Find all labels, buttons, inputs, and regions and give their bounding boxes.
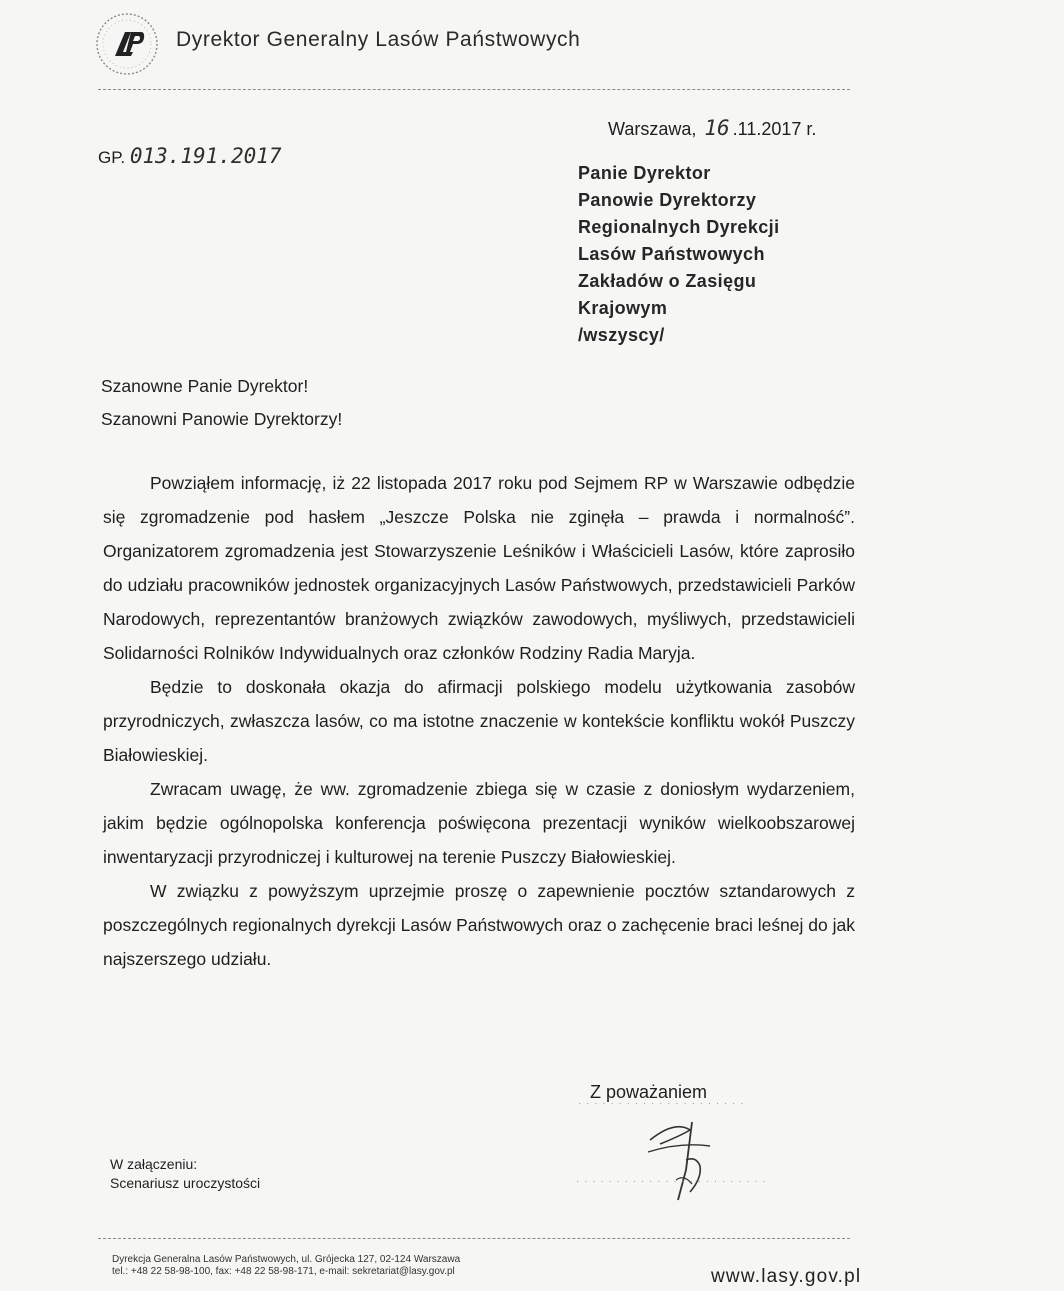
body-paragraph: Zwracam uwagę, że ww. zgromadzenie zbiega się w czasie z doniosłym wydarzeniem, jakim będzie ogólnopolska konferencja poświęcona prezentacji wyników wielkoobszarowej inwentaryzacji przyrodniczej i kulturowej na terenie Puszczy Białowieskiej.: [103, 779, 855, 867]
stamp-faded: · · · · · · · · · · · · · · · · · · · · ·: [578, 1098, 745, 1109]
letter-body: [103, 466, 855, 976]
salutation: [101, 370, 342, 436]
recipient-line: /wszyscy/: [578, 325, 665, 345]
recipient-block: [578, 160, 779, 349]
body-paragraph: Powziąłem informację, iż 22 listopada 2017 roku pod Sejmem RP w Warszawie odbędzie się zgromadzenie pod hasłem „Jeszcze Polska nie zginęła – prawda i normalność”. Organizatorem zgromadzenia jest Stowarzyszenie Leśników i Właścicieli Lasów, które zaprosiło do udziału pracowników jednostek organizacyjnych Lasów Państwowych, przedstawicieli Parków Narodowych, reprezentantów branżowych związków zawodowych, myśliwych, przedstawicieli Solidarności Rolników Indywidualnych oraz członków Rodziny Radia Maryja.: [103, 473, 855, 663]
recipient-line: Krajowym: [578, 298, 668, 318]
footer-address: [112, 1254, 460, 1278]
reference-handwritten: 013.191.2017: [129, 144, 282, 168]
header-divider: [98, 89, 850, 90]
date-day: 16: [704, 116, 730, 140]
lp-emblem-icon: [95, 12, 159, 76]
reference-number: [98, 144, 282, 168]
place-date: [608, 116, 816, 140]
website: www.lasy.gov.pl: [711, 1266, 862, 1287]
recipient-line: Panowie Dyrektorzy: [578, 190, 757, 210]
body-paragraph: W związku z powyższym uprzejmie proszę o zapewnienie pocztów sztandarowych z poszczególnych regionalnych dyrekcji Lasów Państwowych oraz o zachęcenie braci leśnej do jak najszerszego udziału.: [103, 881, 855, 969]
attachment-note: [110, 1155, 260, 1193]
date-rest: .11.2017 r.: [732, 119, 817, 139]
organization-name: Dyrektor Generalny Lasów Państwowych: [176, 28, 581, 51]
recipient-line: Panie Dyrektor: [578, 163, 711, 183]
recipient-line: Lasów Państwowych: [578, 244, 765, 264]
place: Warszawa,: [608, 119, 697, 139]
body-paragraph: Będzie to doskonała okazja do afirmacji polskiego modelu użytkowania zasobów przyrodniczych, zwłaszcza lasów, co ma istotne znaczenie w kontekście konfliktu wokół Puszczy Białowieskiej.: [103, 677, 855, 765]
attachment-item: Scenariusz uroczystości: [110, 1175, 261, 1191]
stamp-faded: · · · · · · · · · · · · · · · · · · · · · · · ·: [576, 1176, 767, 1187]
footer-divider: [98, 1238, 850, 1239]
recipient-line: Regionalnych Dyrekcji: [578, 217, 780, 237]
salutation-line: Szanowne Panie Dyrektor!: [101, 376, 309, 396]
reference-prefix: GP.: [98, 148, 126, 167]
footer-contact-line: tel.: +48 22 58-98-100, fax: +48 22 58-98-171, e-mail: sekretariat@lasy.gov.pl: [112, 1266, 455, 1277]
salutation-line: Szanowni Panowie Dyrektorzy!: [101, 409, 343, 429]
attachment-label: W załączeniu:: [110, 1156, 198, 1172]
closing: Z poważaniem: [590, 1082, 708, 1102]
footer-address-line: Dyrekcja Generalna Lasów Państwowych, ul. Grójecka 127, 02-124 Warszawa: [112, 1254, 461, 1265]
handwritten-signature: [620, 1100, 740, 1210]
recipient-line: Zakładów o Zasięgu: [578, 271, 757, 291]
